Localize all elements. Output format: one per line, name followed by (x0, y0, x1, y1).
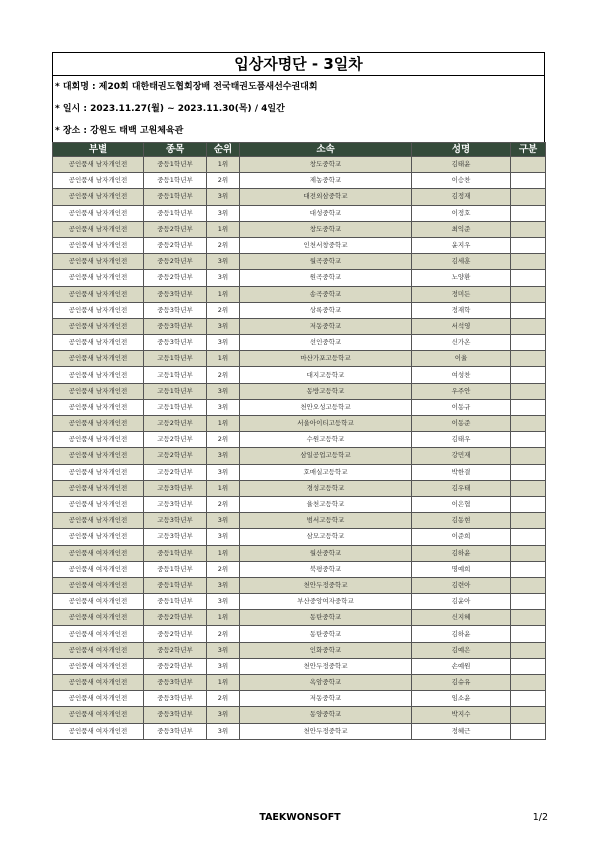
cell-rank: 1위 (207, 545, 240, 561)
table-row (53, 383, 546, 399)
cell-rank: 3위 (207, 399, 240, 415)
cell-category (511, 675, 546, 691)
cell-rank: 3위 (207, 189, 240, 205)
cell-affiliation: 창도중학교 (240, 221, 412, 237)
cell-division: 공인품새 여자개인전 (53, 723, 144, 739)
cell-division: 공인품새 남자개인전 (53, 302, 144, 318)
header-name: 성명 (412, 143, 511, 157)
cell-rank: 1위 (207, 480, 240, 496)
cell-affiliation: 호매실고등학교 (240, 464, 412, 480)
cell-category (511, 302, 546, 318)
cell-rank: 2위 (207, 367, 240, 383)
cell-affiliation: 삼일공업고등학교 (240, 448, 412, 464)
cell-category (511, 464, 546, 480)
cell-affiliation: 인천서창중학교 (240, 237, 412, 253)
cell-rank: 3위 (207, 318, 240, 334)
cell-event: 중등1학년부 (144, 594, 207, 610)
cell-division: 공인품새 남자개인전 (53, 237, 144, 253)
cell-division: 공인품새 남자개인전 (53, 335, 144, 351)
cell-affiliation: 대지고등학교 (240, 367, 412, 383)
cell-category (511, 448, 546, 464)
cell-rank: 2위 (207, 237, 240, 253)
table-row (53, 254, 546, 270)
table-row (53, 221, 546, 237)
cell-rank: 3위 (207, 723, 240, 739)
cell-affiliation: 월곡중학교 (240, 254, 412, 270)
cell-division: 공인품새 여자개인전 (53, 626, 144, 642)
cell-name: 이준희 (412, 529, 511, 545)
cell-division: 공인품새 여자개인전 (53, 642, 144, 658)
cell-rank: 2위 (207, 432, 240, 448)
cell-rank: 3위 (207, 448, 240, 464)
cell-name: 김정재 (412, 189, 511, 205)
table-row (53, 594, 546, 610)
cell-event: 고등1학년부 (144, 399, 207, 415)
table-row (53, 496, 546, 512)
cell-name: 정재학 (412, 302, 511, 318)
cell-division: 공인품새 여자개인전 (53, 545, 144, 561)
cell-rank: 3위 (207, 658, 240, 674)
cell-division: 공인품새 남자개인전 (53, 189, 144, 205)
table-row (53, 416, 546, 432)
table-row (53, 723, 546, 739)
cell-event: 고등2학년부 (144, 432, 207, 448)
table-row (53, 432, 546, 448)
cell-division: 공인품새 여자개인전 (53, 658, 144, 674)
cell-rank: 1위 (207, 157, 240, 173)
info-competition: * 대회명 : 제20회 대한태권도협회장배 전국태권도품새선수권대회 (55, 82, 318, 92)
table-row (53, 318, 546, 334)
cell-name: 김하윤 (412, 626, 511, 642)
cell-name: 윤지우 (412, 237, 511, 253)
cell-event: 고등3학년부 (144, 480, 207, 496)
cell-category (511, 286, 546, 302)
cell-rank: 1위 (207, 221, 240, 237)
cell-event: 중등2학년부 (144, 254, 207, 270)
cell-category (511, 561, 546, 577)
cell-division: 공인품새 남자개인전 (53, 432, 144, 448)
cell-division: 공인품새 남자개인전 (53, 399, 144, 415)
table-row (53, 691, 546, 707)
cell-division: 공인품새 남자개인전 (53, 351, 144, 367)
cell-affiliation: 천안두정중학교 (240, 658, 412, 674)
cell-name: 김예은 (412, 642, 511, 658)
cell-category (511, 367, 546, 383)
cell-name: 이승찬 (412, 173, 511, 189)
cell-name: 이정호 (412, 205, 511, 221)
cell-event: 중등1학년부 (144, 205, 207, 221)
cell-event: 중등2학년부 (144, 270, 207, 286)
cell-category (511, 577, 546, 593)
cell-division: 공인품새 남자개인전 (53, 464, 144, 480)
cell-event: 중등3학년부 (144, 302, 207, 318)
cell-category (511, 205, 546, 221)
cell-division: 공인품새 여자개인전 (53, 675, 144, 691)
cell-affiliation: 저동중학교 (240, 318, 412, 334)
cell-name: 정혜근 (412, 723, 511, 739)
cell-rank: 3위 (207, 205, 240, 221)
cell-name: 우주안 (412, 383, 511, 399)
table-row (53, 448, 546, 464)
cell-rank: 2위 (207, 302, 240, 318)
cell-event: 중등1학년부 (144, 545, 207, 561)
cell-division: 공인품새 남자개인전 (53, 448, 144, 464)
cell-name: 이율 (412, 351, 511, 367)
cell-category (511, 594, 546, 610)
cell-event: 중등2학년부 (144, 626, 207, 642)
table-row (53, 561, 546, 577)
cell-division: 공인품새 남자개인전 (53, 270, 144, 286)
cell-affiliation: 부산중앙여자중학교 (240, 594, 412, 610)
cell-category (511, 432, 546, 448)
table-row (53, 189, 546, 205)
cell-rank: 3위 (207, 513, 240, 529)
table-row (53, 237, 546, 253)
cell-name: 여성찬 (412, 367, 511, 383)
table-row (53, 707, 546, 723)
cell-event: 중등3학년부 (144, 286, 207, 302)
table-row (53, 270, 546, 286)
cell-affiliation: 제농중학교 (240, 173, 412, 189)
page-number: 1/2 (532, 812, 548, 823)
table-row (53, 157, 546, 173)
table-row (53, 399, 546, 415)
cell-division: 공인품새 여자개인전 (53, 707, 144, 723)
cell-division: 공인품새 남자개인전 (53, 286, 144, 302)
cell-division: 공인품새 남자개인전 (53, 254, 144, 270)
cell-name: 김태윤 (412, 157, 511, 173)
cell-division: 공인품새 남자개인전 (53, 496, 144, 512)
cell-division: 공인품새 남자개인전 (53, 383, 144, 399)
info-date: * 일시 : 2023.11.27(월) ~ 2023.11.30(목) / 4일간 (55, 104, 285, 114)
cell-division: 공인품새 남자개인전 (53, 529, 144, 545)
cell-division: 공인품새 남자개인전 (53, 221, 144, 237)
cell-name: 이동준 (412, 416, 511, 432)
cell-event: 중등1학년부 (144, 157, 207, 173)
header-affiliation: 소속 (240, 143, 412, 157)
cell-category (511, 254, 546, 270)
cell-category (511, 642, 546, 658)
cell-rank: 3위 (207, 270, 240, 286)
results-sheet (52, 52, 545, 740)
cell-name: 손예원 (412, 658, 511, 674)
cell-division: 공인품새 남자개인전 (53, 416, 144, 432)
cell-division: 공인품새 여자개인전 (53, 594, 144, 610)
cell-rank: 3위 (207, 335, 240, 351)
cell-event: 중등1학년부 (144, 189, 207, 205)
cell-event: 중등3학년부 (144, 707, 207, 723)
cell-rank: 3위 (207, 529, 240, 545)
cell-name: 이동규 (412, 399, 511, 415)
cell-name: 김윤아 (412, 594, 511, 610)
cell-name: 김슈유 (412, 675, 511, 691)
cell-category (511, 723, 546, 739)
cell-division: 공인품새 남자개인전 (53, 173, 144, 189)
table-body (53, 157, 546, 740)
cell-event: 중등3학년부 (144, 335, 207, 351)
cell-rank: 1위 (207, 286, 240, 302)
cell-division: 공인품새 여자개인전 (53, 561, 144, 577)
cell-division: 공인품새 여자개인전 (53, 610, 144, 626)
cell-event: 고등2학년부 (144, 464, 207, 480)
table-row (53, 610, 546, 626)
cell-name: 박한결 (412, 464, 511, 480)
cell-category (511, 173, 546, 189)
cell-event: 고등3학년부 (144, 496, 207, 512)
winners-table (52, 142, 546, 740)
cell-event: 중등2학년부 (144, 221, 207, 237)
table-row (53, 351, 546, 367)
cell-affiliation: 동탄중학교 (240, 610, 412, 626)
cell-affiliation: 범서고등학교 (240, 513, 412, 529)
cell-affiliation: 월산중학교 (240, 545, 412, 561)
cell-event: 중등1학년부 (144, 577, 207, 593)
table-header-row (53, 143, 546, 157)
cell-affiliation: 저동중학교 (240, 691, 412, 707)
cell-event: 고등3학년부 (144, 529, 207, 545)
cell-name: 이은협 (412, 496, 511, 512)
cell-event: 중등3학년부 (144, 675, 207, 691)
table-row (53, 464, 546, 480)
cell-category (511, 496, 546, 512)
cell-affiliation: 율천고등학교 (240, 496, 412, 512)
cell-affiliation: 수원고등학교 (240, 432, 412, 448)
table-row (53, 545, 546, 561)
cell-category (511, 318, 546, 334)
cell-event: 중등1학년부 (144, 561, 207, 577)
cell-event: 고등3학년부 (144, 513, 207, 529)
table-row (53, 626, 546, 642)
cell-category (511, 351, 546, 367)
cell-name: 김하윤 (412, 545, 511, 561)
header-division: 부별 (53, 143, 144, 157)
cell-name: 노양환 (412, 270, 511, 286)
cell-rank: 3위 (207, 577, 240, 593)
cell-category (511, 545, 546, 561)
cell-event: 고등1학년부 (144, 351, 207, 367)
cell-rank: 1위 (207, 351, 240, 367)
cell-affiliation: 옥암중학교 (240, 675, 412, 691)
cell-name: 김태우 (412, 432, 511, 448)
cell-category (511, 237, 546, 253)
table-row (53, 173, 546, 189)
cell-category (511, 658, 546, 674)
table-row (53, 675, 546, 691)
cell-category (511, 529, 546, 545)
cell-name: 최익준 (412, 221, 511, 237)
cell-category (511, 416, 546, 432)
cell-event: 중등3학년부 (144, 723, 207, 739)
cell-affiliation: 동탄중학교 (240, 626, 412, 642)
cell-division: 공인품새 여자개인전 (53, 577, 144, 593)
cell-name: 신가온 (412, 335, 511, 351)
cell-affiliation: 상록중학교 (240, 302, 412, 318)
table-row (53, 302, 546, 318)
header-category: 구분 (511, 143, 546, 157)
cell-rank: 3위 (207, 383, 240, 399)
table-row (53, 577, 546, 593)
cell-category (511, 513, 546, 529)
cell-category (511, 480, 546, 496)
header-box (52, 52, 545, 142)
cell-category (511, 610, 546, 626)
cell-category (511, 270, 546, 286)
cell-affiliation: 대성중학교 (240, 205, 412, 221)
cell-affiliation: 북평중학교 (240, 561, 412, 577)
cell-affiliation: 인화중학교 (240, 642, 412, 658)
cell-rank: 1위 (207, 675, 240, 691)
cell-event: 중등2학년부 (144, 610, 207, 626)
cell-rank: 2위 (207, 691, 240, 707)
cell-event: 중등2학년부 (144, 237, 207, 253)
cell-name: 신지혜 (412, 610, 511, 626)
cell-category (511, 691, 546, 707)
cell-event: 고등1학년부 (144, 367, 207, 383)
cell-category (511, 189, 546, 205)
cell-affiliation: 천안오성고등학교 (240, 399, 412, 415)
cell-affiliation: 서울아이티고등학교 (240, 416, 412, 432)
cell-rank: 3위 (207, 254, 240, 270)
table-row (53, 642, 546, 658)
cell-event: 고등2학년부 (144, 416, 207, 432)
cell-name: 임소윤 (412, 691, 511, 707)
cell-affiliation: 원곡중학교 (240, 270, 412, 286)
cell-division: 공인품새 남자개인전 (53, 367, 144, 383)
cell-category (511, 383, 546, 399)
table-row (53, 658, 546, 674)
header-rank: 순위 (207, 143, 240, 157)
cell-division: 공인품새 여자개인전 (53, 691, 144, 707)
cell-affiliation: 대전외삼중학교 (240, 189, 412, 205)
cell-event: 고등1학년부 (144, 383, 207, 399)
cell-name: 김련아 (412, 577, 511, 593)
cell-category (511, 626, 546, 642)
cell-event: 고등2학년부 (144, 448, 207, 464)
cell-category (511, 221, 546, 237)
table-row (53, 205, 546, 221)
cell-name: 박지수 (412, 707, 511, 723)
cell-affiliation: 동방고등학교 (240, 383, 412, 399)
cell-affiliation: 동양중학교 (240, 707, 412, 723)
info-venue: * 장소 : 강원도 태백 고원체육관 (55, 126, 184, 136)
cell-affiliation: 창도중학교 (240, 157, 412, 173)
cell-category (511, 335, 546, 351)
table-row (53, 367, 546, 383)
cell-affiliation: 천안두정중학교 (240, 577, 412, 593)
cell-rank: 3위 (207, 707, 240, 723)
cell-event: 중등1학년부 (144, 173, 207, 189)
table-row (53, 335, 546, 351)
cell-affiliation: 경성고등학교 (240, 480, 412, 496)
cell-rank: 2위 (207, 561, 240, 577)
cell-affiliation: 선인중학교 (240, 335, 412, 351)
header-event: 종목 (144, 143, 207, 157)
cell-name: 명예희 (412, 561, 511, 577)
cell-name: 김우태 (412, 480, 511, 496)
cell-rank: 3위 (207, 642, 240, 658)
table-row (53, 480, 546, 496)
cell-event: 중등2학년부 (144, 658, 207, 674)
cell-rank: 3위 (207, 594, 240, 610)
table-row (53, 529, 546, 545)
cell-name: 강민재 (412, 448, 511, 464)
cell-rank: 2위 (207, 626, 240, 642)
table-row (53, 286, 546, 302)
cell-name: 정미든 (412, 286, 511, 302)
cell-affiliation: 천안두정중학교 (240, 723, 412, 739)
cell-rank: 1위 (207, 610, 240, 626)
cell-division: 공인품새 남자개인전 (53, 318, 144, 334)
cell-category (511, 399, 546, 415)
cell-event: 중등2학년부 (144, 642, 207, 658)
cell-category (511, 707, 546, 723)
cell-name: 김동현 (412, 513, 511, 529)
cell-name: 김세훈 (412, 254, 511, 270)
cell-division: 공인품새 남자개인전 (53, 205, 144, 221)
cell-rank: 2위 (207, 496, 240, 512)
page-title: 입상자명단 - 3일차 (53, 53, 544, 76)
cell-event: 중등3학년부 (144, 318, 207, 334)
table-row (53, 513, 546, 529)
cell-affiliation: 삼모고등학교 (240, 529, 412, 545)
cell-rank: 1위 (207, 416, 240, 432)
cell-name: 서석영 (412, 318, 511, 334)
cell-affiliation: 마산가포고등학교 (240, 351, 412, 367)
cell-event: 중등3학년부 (144, 691, 207, 707)
cell-rank: 2위 (207, 173, 240, 189)
cell-affiliation: 송곡중학교 (240, 286, 412, 302)
cell-division: 공인품새 남자개인전 (53, 513, 144, 529)
cell-division: 공인품새 남자개인전 (53, 157, 144, 173)
cell-category (511, 157, 546, 173)
cell-division: 공인품새 남자개인전 (53, 480, 144, 496)
cell-rank: 3위 (207, 464, 240, 480)
footer-brand: TAEKWONSOFT (259, 812, 341, 823)
